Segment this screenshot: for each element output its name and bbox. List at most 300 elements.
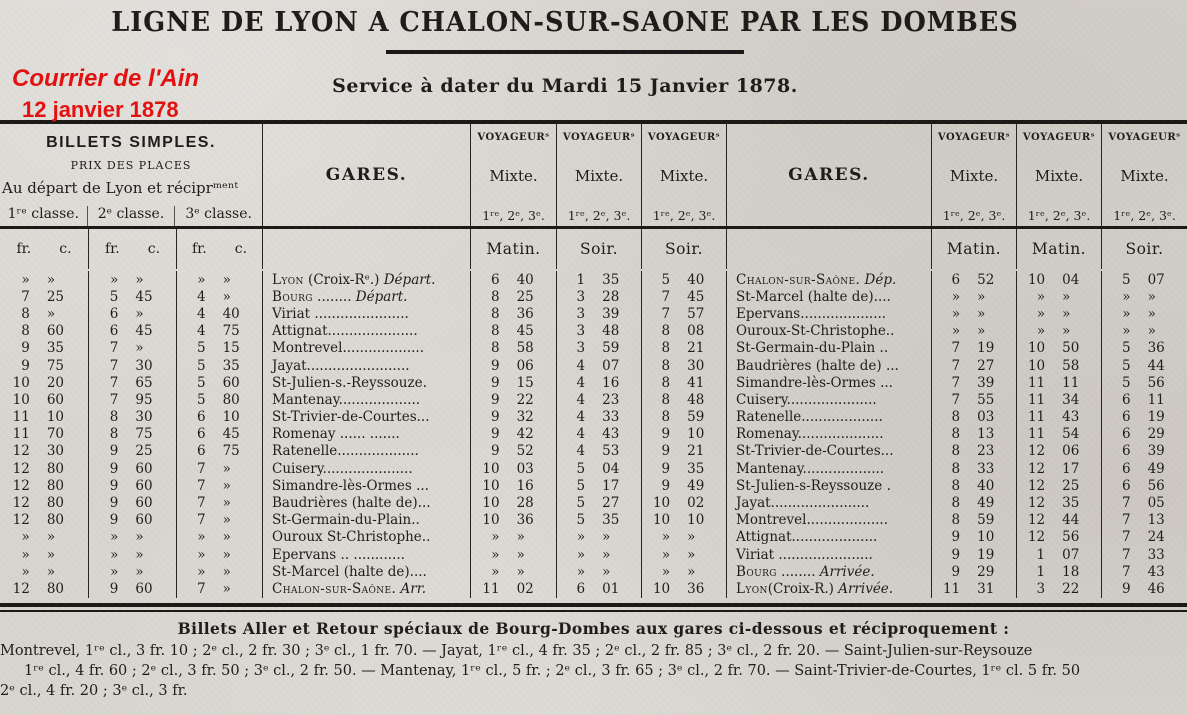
gare-cell <box>262 409 470 426</box>
time-cell: 5 56 <box>1101 374 1187 391</box>
time-cell: 7 05 <box>1101 494 1187 511</box>
train-note: Départ. <box>355 288 408 305</box>
time-cell: 7 57 <box>641 305 726 322</box>
gares-subheader-left <box>262 229 470 269</box>
fare-cell: 6 75 <box>176 443 262 460</box>
time-cell: 8 40 <box>931 477 1016 494</box>
footer-line: Montrevel, 1ʳᵉ cl., 3 fr. 10 ; 2ᵉ cl., 2 fr. 30 ; 3ᵉ cl., 1 fr. 70. — Jayat, 1ʳᵉ cl., 4 fr. 35 ; 2ᵉ cl., 2 fr. 85 ; 3ᵉ cl., 2 fr. 20. — Saint-Julien-sur-Reysouze <box>0 642 1033 659</box>
time-cell: 7 33 <box>1101 546 1187 563</box>
footer-line: 1ʳᵉ cl., 4 fr. 60 ; 2ᵉ cl., 3 fr. 50 ; 3ᵉ cl., 2 fr. 50. — Mantenay, 1ʳᵉ cl., 5 fr. ; 2ᵉ cl., 3 fr. 65 ; 3ᵉ cl., 2 fr. 70. — Saint-Trivier-de-Courtes, 1ʳᵉ cl. 5 fr. 50 <box>24 662 1081 679</box>
gare-cell <box>262 580 470 597</box>
fare-cell: 6 » <box>88 305 176 322</box>
fare-cell: 7 » <box>176 460 262 477</box>
fare-cell: 9 75 <box>21 357 64 374</box>
gare-cell <box>262 288 470 305</box>
fare-cell: 9 60 <box>88 580 176 597</box>
gare-cell <box>726 305 931 322</box>
fare-cell: » » <box>21 546 56 563</box>
time-cell: 8 30 <box>641 357 726 374</box>
gare-cell <box>726 477 931 494</box>
voyageurs-classes: 1ʳᵉ, 2ᵉ, 3ᵉ. <box>1027 208 1091 223</box>
time-cell: 12 06 <box>1016 443 1101 460</box>
time-cell: 9 21 <box>641 443 726 460</box>
gare-cell <box>262 529 470 546</box>
station-name: Mantenay................... <box>736 460 885 477</box>
time-cell: 6 40 <box>470 271 556 288</box>
gare-cell <box>726 271 931 288</box>
fare-cell: 8 60 <box>21 323 64 340</box>
train-note: Arrivée. <box>838 580 894 597</box>
fare-header <box>0 124 262 226</box>
station-name: Jayat........................ <box>272 357 410 374</box>
fare-class-1: 1ʳᵉ classe. <box>7 205 80 222</box>
time-cell: 9 10 <box>641 426 726 443</box>
time-cell: 6 01 <box>556 580 641 597</box>
fare-cell: » » <box>176 271 262 288</box>
time-cell: » » <box>641 529 726 546</box>
stamp-newspaper-name: Courrier de l'Ain <box>12 65 200 92</box>
gare-cell <box>726 288 931 305</box>
fare-cell: 9 35 <box>21 340 64 357</box>
fare-units-3 <box>176 229 262 269</box>
period-ret-2: Matin. <box>1016 229 1101 269</box>
fare-cell: 6 10 <box>176 409 262 426</box>
gare-cell <box>262 391 470 408</box>
gares-subheader-right <box>726 229 931 269</box>
title-rule <box>386 50 744 54</box>
station-name: Baudrières (halte de) ... <box>736 357 899 374</box>
time-cell: 6 39 <box>1101 443 1187 460</box>
fare-cell: 9 60 <box>88 460 176 477</box>
fare-cell: 10 20 <box>12 374 64 391</box>
voyageurs-classes: 1ʳᵉ, 2ᵉ, 3ᵉ. <box>482 208 545 223</box>
time-cell: 9 15 <box>470 374 556 391</box>
time-cell: 9 49 <box>641 477 726 494</box>
fare-units-2 <box>88 229 176 269</box>
station-name: Ouroux-St-Christophe.. <box>736 323 895 340</box>
fare-cell: 12 80 <box>12 495 64 512</box>
station-name: Lyon <box>736 580 768 597</box>
time-cell: » » <box>470 563 556 580</box>
voyageurs-mixte: Mixte. <box>574 166 624 185</box>
fare-cell: 7 95 <box>88 391 176 408</box>
time-cell: 5 07 <box>1101 271 1187 288</box>
time-cell: 11 43 <box>1016 409 1101 426</box>
time-cell: 7 55 <box>931 391 1016 408</box>
time-cell: » » <box>931 288 1016 305</box>
fare-header-title: BILLETS SIMPLES. <box>46 134 216 151</box>
period-ret-1: Matin. <box>931 229 1016 269</box>
period-out-3: Soir. <box>641 229 726 269</box>
fare-cell: 11 10 <box>12 409 64 426</box>
time-cell: 6 29 <box>1101 426 1187 443</box>
time-cell: 11 11 <box>1016 374 1101 391</box>
fare-cell: 8 75 <box>88 426 176 443</box>
voyageurs-mixte: Mixte. <box>489 166 538 185</box>
time-cell: 7 24 <box>1101 529 1187 546</box>
time-cell: 9 19 <box>931 546 1016 563</box>
station-name: Ratenelle................... <box>736 409 883 426</box>
fare-cell: » » <box>176 546 262 563</box>
voyageurs-mixte: Mixte. <box>1120 166 1169 185</box>
unit-fr: fr. <box>191 241 207 257</box>
train-note: Arr. <box>400 580 426 597</box>
footer-line: 2ᵉ cl., 4 fr. 20 ; 3ᵉ cl., 3 fr. <box>0 682 188 699</box>
gare-cell <box>262 305 470 322</box>
voyageurs-col-5 <box>1016 124 1101 226</box>
station-name: Mantenay................... <box>272 391 421 408</box>
gare-cell <box>726 374 931 391</box>
station-name: Simandre-lès-Ormes ... <box>272 477 429 494</box>
gare-cell <box>262 443 470 460</box>
time-cell: 4 23 <box>556 391 641 408</box>
time-cell: 3 39 <box>556 305 641 322</box>
gare-cell <box>262 460 470 477</box>
time-cell: 8 21 <box>641 340 726 357</box>
fare-cell: 8 » <box>21 305 56 322</box>
station-name: ........ <box>776 563 820 580</box>
fare-cell: » » <box>88 529 176 546</box>
voyageurs-title: VOYAGEURˢ <box>1022 132 1096 143</box>
fare-cell: 5 80 <box>176 391 262 408</box>
station-name: Viriat ...................... <box>736 546 873 563</box>
time-cell: » » <box>931 323 1016 340</box>
gare-cell <box>726 529 931 546</box>
time-cell: 10 16 <box>470 477 556 494</box>
time-cell: 8 25 <box>470 288 556 305</box>
voyageurs-mixte: Mixte. <box>1034 166 1084 185</box>
time-cell: 6 19 <box>1101 409 1187 426</box>
station-name: St-Germain-du-Plain .. <box>736 340 889 357</box>
station-name: Baudrières (halte de)... <box>272 495 431 512</box>
time-cell: 9 35 <box>641 460 726 477</box>
page-title: LIGNE DE LYON A CHALON-SUR-SAONE PAR LES DOMBES <box>111 7 1019 38</box>
timetable-header <box>0 124 1187 226</box>
time-cell: » » <box>1016 305 1101 322</box>
fare-header-note: Au départ de Lyon et réciprᵐᵉⁿᵗ <box>2 178 239 197</box>
gare-cell <box>726 443 931 460</box>
gare-cell <box>726 546 931 563</box>
gare-cell <box>262 494 470 511</box>
gare-cell <box>726 563 931 580</box>
gare-cell <box>726 426 931 443</box>
voyageurs-title: VOYAGEURˢ <box>647 132 721 143</box>
time-cell: 9 10 <box>931 529 1016 546</box>
gares-header-left: GARES. <box>262 124 470 226</box>
voyageurs-mixte: Mixte. <box>949 166 999 185</box>
gare-cell <box>726 494 931 511</box>
time-cell: 3 22 <box>1016 580 1101 597</box>
time-cell: 5 35 <box>556 512 641 529</box>
fare-cell: 7 » <box>88 340 176 357</box>
time-cell: 8 59 <box>931 512 1016 529</box>
time-cell: 3 48 <box>556 323 641 340</box>
station-name: Simandre-lès-Ormes ... <box>736 374 893 391</box>
gare-cell <box>726 580 931 597</box>
station-name: Montrevel................... <box>272 340 424 357</box>
voyageurs-title: VOYAGEURˢ <box>1108 132 1181 143</box>
station-name: St-Marcel (halte de).... <box>736 288 891 305</box>
station-name: (Croix-R.) <box>767 580 839 597</box>
station-name: Viriat ...................... <box>272 305 409 322</box>
station-name: Epervans.................... <box>736 305 887 322</box>
fare-cell: 4 75 <box>176 323 262 340</box>
time-cell: 11 54 <box>1016 426 1101 443</box>
time-cell: » » <box>1101 305 1187 322</box>
time-cell: 5 27 <box>556 494 641 511</box>
unit-c: c. <box>59 241 72 257</box>
gare-cell <box>262 271 470 288</box>
time-cell: 4 16 <box>556 374 641 391</box>
time-cell: » » <box>470 529 556 546</box>
time-cell: 8 41 <box>641 374 726 391</box>
fare-cell: 5 60 <box>176 374 262 391</box>
time-cell: 7 27 <box>931 357 1016 374</box>
voyageurs-col-1 <box>470 124 556 226</box>
fare-cell: 9 60 <box>88 494 176 511</box>
time-cell: 8 03 <box>931 409 1016 426</box>
time-cell: 8 36 <box>470 305 556 322</box>
fare-cell: 7 » <box>176 512 262 529</box>
station-name: Romenay.................... <box>736 426 884 443</box>
timetable-subheader <box>0 226 1187 269</box>
fare-cell: 10 60 <box>12 391 64 408</box>
station-name: Bourg <box>272 288 313 305</box>
timetable-body <box>0 269 1187 603</box>
time-cell: 5 36 <box>1101 340 1187 357</box>
station-name: Bourg <box>736 563 777 580</box>
station-name: Jayat....................... <box>736 495 870 512</box>
gare-cell <box>726 323 931 340</box>
fare-cell: 5 15 <box>176 340 262 357</box>
gare-cell <box>262 512 470 529</box>
fare-cell: 12 80 <box>12 477 64 494</box>
special-fares-footer <box>0 619 1187 701</box>
time-cell: 1 35 <box>556 271 641 288</box>
station-name: St-Germain-du-Plain.. <box>272 512 420 529</box>
time-cell: » » <box>1016 288 1101 305</box>
time-cell: 9 42 <box>470 426 556 443</box>
time-cell: » » <box>1101 323 1187 340</box>
time-cell: 8 59 <box>641 409 726 426</box>
unit-c: c. <box>234 241 248 257</box>
time-cell: 8 48 <box>641 391 726 408</box>
unit-fr: fr. <box>16 241 32 257</box>
station-name: Cuisery..................... <box>272 460 413 477</box>
station-name: St-Trivier-de-Courtes... <box>272 409 430 426</box>
fare-class-2: 2ᵉ classe. <box>87 206 175 226</box>
time-cell: 8 33 <box>931 460 1016 477</box>
voyageurs-title: VOYAGEURˢ <box>937 132 1011 143</box>
timetable <box>0 120 1187 612</box>
fare-cell: 12 80 <box>12 460 64 477</box>
time-cell: 10 36 <box>470 512 556 529</box>
station-name: ........ <box>312 288 356 305</box>
fare-cell: 6 45 <box>88 323 176 340</box>
time-cell: 8 45 <box>470 323 556 340</box>
station-name: Chalon-sur-Saône. <box>272 580 397 597</box>
time-cell: 10 28 <box>470 494 556 511</box>
time-cell: 9 29 <box>931 563 1016 580</box>
time-cell: 7 39 <box>931 374 1016 391</box>
fare-cell: » » <box>21 529 56 546</box>
time-cell: » » <box>1016 323 1101 340</box>
fare-cell: 7 » <box>176 477 262 494</box>
time-cell: » » <box>1101 288 1187 305</box>
time-cell: 7 45 <box>641 288 726 305</box>
time-cell: 10 10 <box>641 512 726 529</box>
fare-cell: 5 45 <box>88 288 176 305</box>
fare-cell: » » <box>88 546 176 563</box>
gare-cell <box>726 391 931 408</box>
time-cell: 6 56 <box>1101 477 1187 494</box>
gare-cell <box>726 409 931 426</box>
time-cell: 12 17 <box>1016 460 1101 477</box>
station-name: Cuisery..................... <box>736 391 877 408</box>
time-cell: 12 56 <box>1016 529 1101 546</box>
time-cell: 4 07 <box>556 357 641 374</box>
time-cell: 5 44 <box>1101 357 1187 374</box>
fare-cell: » » <box>88 271 176 288</box>
time-cell: 7 43 <box>1101 563 1187 580</box>
voyageurs-title: VOYAGEURˢ <box>477 132 550 143</box>
fare-cell: 4 » <box>176 288 262 305</box>
time-cell: 4 43 <box>556 426 641 443</box>
time-cell: 9 46 <box>1101 580 1187 597</box>
time-cell: 9 32 <box>470 409 556 426</box>
gare-cell <box>726 512 931 529</box>
gare-cell <box>262 374 470 391</box>
fare-cell: 11 70 <box>12 426 64 443</box>
voyageurs-col-3 <box>641 124 726 226</box>
gare-cell <box>726 460 931 477</box>
fare-cell: 7 » <box>176 494 262 511</box>
period-out-2: Soir. <box>556 229 641 269</box>
fare-cell: 9 60 <box>88 512 176 529</box>
gare-cell <box>726 340 931 357</box>
time-cell: 6 11 <box>1101 391 1187 408</box>
station-name: St-Julien-s-Reyssouze . <box>736 477 891 494</box>
period-out-1: Matin. <box>470 229 556 269</box>
time-cell: 12 35 <box>1016 494 1101 511</box>
voyageurs-classes: 1ʳᵉ, 2ᵉ, 3ᵉ. <box>942 208 1006 223</box>
time-cell: 1 07 <box>1016 546 1101 563</box>
time-cell: 8 49 <box>931 494 1016 511</box>
fare-cell: 7 30 <box>88 357 176 374</box>
time-cell: » » <box>931 305 1016 322</box>
time-cell: » » <box>556 546 641 563</box>
time-cell: 12 25 <box>1016 477 1101 494</box>
station-name: St-Julien-s.-Reyssouze. <box>272 374 427 391</box>
gares-header-right: GARES. <box>726 124 931 226</box>
time-cell: 5 40 <box>641 271 726 288</box>
gare-cell <box>262 426 470 443</box>
station-name: Epervans .. ............ <box>272 546 405 563</box>
fare-cell: 9 25 <box>88 443 176 460</box>
train-note: Départ. <box>383 271 436 288</box>
gare-cell <box>262 340 470 357</box>
fare-cell: 5 35 <box>176 357 262 374</box>
fare-cell: 7 » <box>176 580 262 597</box>
time-cell: 10 58 <box>1016 357 1101 374</box>
service-date-subtitle: Service à dater du Mardi 15 Janvier 1878. <box>332 75 798 97</box>
time-cell: 8 13 <box>931 426 1016 443</box>
station-name: Ouroux St-Christophe.. <box>272 529 431 546</box>
time-cell: 12 44 <box>1016 512 1101 529</box>
footer-heading: Billets Aller et Retour spéciaux de Bourg-Dombes aux gares ci-dessous et réciproquement : <box>177 618 1010 638</box>
time-cell: 11 34 <box>1016 391 1101 408</box>
fare-cell: » » <box>176 529 262 546</box>
voyageurs-col-4 <box>931 124 1016 226</box>
time-cell: 3 59 <box>556 340 641 357</box>
time-cell: » » <box>470 546 556 563</box>
fare-cell: » » <box>21 271 56 288</box>
voyageurs-col-6 <box>1101 124 1187 226</box>
time-cell: 4 53 <box>556 443 641 460</box>
unit-fr: fr. <box>104 241 120 257</box>
footer-paragraph <box>0 641 1187 701</box>
station-name: Lyon <box>272 271 304 288</box>
voyageurs-classes: 1ʳᵉ, 2ᵉ, 3ᵉ. <box>652 208 716 223</box>
fare-cell: 9 60 <box>88 477 176 494</box>
station-name: St-Trivier-de-Courtes... <box>736 443 894 460</box>
time-cell: 10 02 <box>641 494 726 511</box>
time-cell: 10 50 <box>1016 340 1101 357</box>
time-cell: » » <box>556 563 641 580</box>
period-ret-3: Soir. <box>1101 229 1187 269</box>
train-note: Dép. <box>864 271 897 288</box>
station-name: Attignat..................... <box>272 323 418 340</box>
time-cell: » » <box>556 529 641 546</box>
fare-cell: 12 30 <box>12 443 64 460</box>
time-cell: 11 31 <box>931 580 1016 597</box>
fare-cell: 8 30 <box>88 409 176 426</box>
time-cell: 9 06 <box>470 357 556 374</box>
fare-class-row <box>0 206 262 226</box>
fare-cell: 4 40 <box>176 305 262 322</box>
newspaper-scan <box>0 7 1187 715</box>
time-cell: 5 04 <box>556 460 641 477</box>
voyageurs-mixte: Mixte. <box>659 166 709 185</box>
voyageurs-col-2 <box>556 124 641 226</box>
time-cell: 1 18 <box>1016 563 1101 580</box>
fare-cell: » » <box>88 563 176 580</box>
fare-cell: 7 25 <box>21 288 64 305</box>
fare-units-1 <box>0 229 88 269</box>
time-cell: 10 03 <box>470 460 556 477</box>
bottom-rule <box>0 603 1187 612</box>
fare-cell: » » <box>176 563 262 580</box>
time-cell: 7 19 <box>931 340 1016 357</box>
red-stamp <box>12 63 199 125</box>
time-cell: 9 52 <box>470 443 556 460</box>
time-cell: 6 52 <box>931 271 1016 288</box>
time-cell: » » <box>641 563 726 580</box>
voyageurs-classes: 1ʳᵉ, 2ᵉ, 3ᵉ. <box>567 208 631 223</box>
gare-cell <box>262 563 470 580</box>
time-cell: 9 22 <box>470 391 556 408</box>
fare-cell: 12 80 <box>12 512 64 529</box>
station-name: Ratenelle................... <box>272 443 419 460</box>
time-cell: 8 23 <box>931 443 1016 460</box>
gare-cell <box>262 323 470 340</box>
time-cell: 7 13 <box>1101 512 1187 529</box>
time-cell: 8 58 <box>470 340 556 357</box>
time-cell: 11 02 <box>470 580 556 597</box>
station-name: Montrevel................... <box>736 512 888 529</box>
time-cell: 6 49 <box>1101 460 1187 477</box>
station-name: St-Marcel (halte de).... <box>272 563 427 580</box>
